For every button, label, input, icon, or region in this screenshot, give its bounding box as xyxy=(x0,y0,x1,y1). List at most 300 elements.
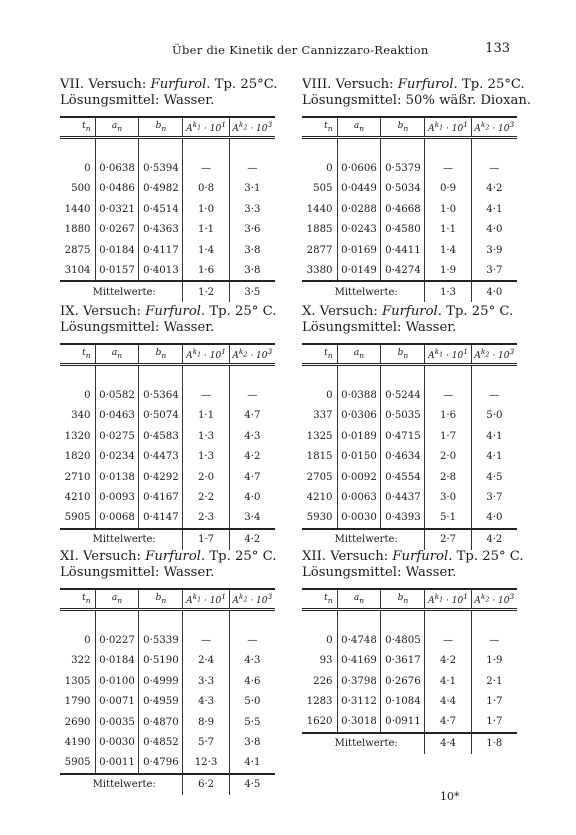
table-cell: 4·2 xyxy=(471,179,517,200)
mittel-k2: 4·0 xyxy=(471,281,517,302)
table-cell: 0·0388 xyxy=(337,385,381,406)
table-cell: — xyxy=(183,630,229,651)
table-cell: 4·3 xyxy=(183,692,229,713)
mittelwerte-label: Mittelwerte: xyxy=(60,529,183,550)
mittelwerte-row xyxy=(302,281,517,302)
temperature: Tp. 25° C. xyxy=(456,549,524,564)
solvent: Lösungsmittel: Wasser. xyxy=(60,320,215,335)
mittel-k1: 1·2 xyxy=(183,281,229,302)
mittel-k1: 6·2 xyxy=(183,774,229,795)
table-cell: 2710 xyxy=(64,471,91,483)
mittel-k2: 4·2 xyxy=(229,529,275,550)
table-row xyxy=(302,385,517,406)
table-cell: 1790 xyxy=(64,696,91,708)
table-cell: 4·2 xyxy=(229,447,275,468)
table-cell: 0·0011 xyxy=(95,753,139,774)
table-row xyxy=(302,261,517,282)
experiment-title xyxy=(302,76,525,93)
table-cell: 226 xyxy=(313,675,333,687)
table-cell: 0·4796 xyxy=(139,753,183,774)
table-cell: 1·1 xyxy=(183,406,229,427)
table-cell: 0·0030 xyxy=(337,508,381,529)
table-cell: 0 xyxy=(84,389,91,401)
table-cell: 0·0184 xyxy=(95,651,139,672)
table-cell: 0·4634 xyxy=(381,447,425,468)
table-row xyxy=(60,220,275,241)
table-cell: 0·0071 xyxy=(95,692,139,713)
table-cell: 3·1 xyxy=(229,179,275,200)
table-cell: 0·5364 xyxy=(139,385,183,406)
table-cell: 0·8 xyxy=(183,179,229,200)
table-cell: 1·0 xyxy=(425,199,471,220)
table-cell: 5905 xyxy=(64,757,91,769)
column-header: $A^{k_2} \cdot 10^3$ xyxy=(471,117,517,138)
table-cell: 0·0157 xyxy=(95,261,139,282)
table-cell: 0·4292 xyxy=(139,467,183,488)
experiment-block xyxy=(302,303,517,550)
data-table xyxy=(302,343,517,550)
solvent: Lösungsmittel: Wasser. xyxy=(60,565,215,580)
table-cell: 8·9 xyxy=(183,712,229,733)
column-header: $b_n$ xyxy=(381,344,425,365)
table-header-row xyxy=(302,344,517,365)
table-cell: 4·1 xyxy=(229,753,275,774)
table-cell: 0·0267 xyxy=(95,220,139,241)
table-cell: 2705 xyxy=(306,471,333,483)
table-cell: 1·3 xyxy=(183,447,229,468)
table-cell: — xyxy=(425,158,471,179)
table-cell: 0·0321 xyxy=(95,199,139,220)
table-cell: 4·1 xyxy=(471,447,517,468)
table-cell: — xyxy=(183,385,229,406)
mittelwerte-row xyxy=(302,529,517,550)
column-header: $b_n$ xyxy=(139,344,183,365)
table-cell: 0·0306 xyxy=(337,406,381,427)
table-cell: 4·7 xyxy=(425,712,471,733)
table-cell: 0·4580 xyxy=(381,220,425,241)
mittel-k2: 1·8 xyxy=(471,733,517,754)
table-row xyxy=(60,158,275,179)
table-cell: 0·4668 xyxy=(381,199,425,220)
table-row xyxy=(60,240,275,261)
table-cell: 1815 xyxy=(306,451,333,463)
table-cell: 1·9 xyxy=(471,651,517,672)
experiment-block xyxy=(60,303,275,550)
substance: Furfurol. xyxy=(150,77,211,92)
table-cell: 0·4411 xyxy=(381,240,425,261)
mittel-k2: 3·5 xyxy=(229,281,275,302)
column-header: $A^{k_2} \cdot 10^3$ xyxy=(229,117,275,138)
table-cell: 4·2 xyxy=(425,651,471,672)
table-cell: 0·0138 xyxy=(95,467,139,488)
table-cell: 5·0 xyxy=(471,406,517,427)
experiment-title xyxy=(302,303,517,320)
experiment-number: X. Versuch: xyxy=(302,304,378,319)
table-cell: 0 xyxy=(326,634,333,646)
experiment-number: VII. Versuch: xyxy=(60,77,147,92)
table-row xyxy=(302,467,517,488)
table-cell: 0·0582 xyxy=(95,385,139,406)
table-cell: 2·8 xyxy=(425,467,471,488)
table-cell: 4·1 xyxy=(471,199,517,220)
table-cell: 0·4514 xyxy=(139,199,183,220)
experiment-block xyxy=(60,548,275,795)
column-header: $a_n$ xyxy=(337,344,381,365)
table-cell: 4·5 xyxy=(471,467,517,488)
mittel-k1: 1·7 xyxy=(183,529,229,550)
table-cell: 4·4 xyxy=(425,692,471,713)
table-cell: 4210 xyxy=(306,492,333,504)
table-cell: 4·1 xyxy=(471,426,517,447)
data-table xyxy=(60,116,275,302)
table-cell: — xyxy=(229,385,275,406)
mittelwerte-label: Mittelwerte: xyxy=(302,281,425,302)
table-cell: 0·4167 xyxy=(139,488,183,509)
table-cell: — xyxy=(229,158,275,179)
table-cell: 1·4 xyxy=(183,240,229,261)
data-table xyxy=(302,116,517,302)
table-cell: 0·3798 xyxy=(337,671,381,692)
table-cell: 1·4 xyxy=(425,240,471,261)
table-cell: 2·1 xyxy=(471,671,517,692)
table-cell: 0·1084 xyxy=(381,692,425,713)
table-cell: 0·0169 xyxy=(337,240,381,261)
table-cell: 0·0030 xyxy=(95,733,139,754)
table-cell: 4·0 xyxy=(471,508,517,529)
table-cell: 2875 xyxy=(64,244,91,256)
table-cell: 0·4437 xyxy=(381,488,425,509)
data-table xyxy=(302,588,517,754)
table-cell: 5·5 xyxy=(229,712,275,733)
table-cell: 2·0 xyxy=(183,467,229,488)
column-header: $a_n$ xyxy=(95,344,139,365)
solvent: Lösungsmittel: 50% wäßr. Dioxan. xyxy=(302,93,532,108)
experiment-number: VIII. Versuch: xyxy=(302,77,394,92)
table-cell: 5905 xyxy=(64,512,91,524)
column-header: $b_n$ xyxy=(139,117,183,138)
table-cell: 0·5394 xyxy=(139,158,183,179)
running-title: Über die Kinetik der Cannizzaro-Reaktion xyxy=(172,43,429,57)
table-cell: 0·5339 xyxy=(139,630,183,651)
substance: Furfurol. xyxy=(392,549,453,564)
mittel-k1: 1·3 xyxy=(425,281,471,302)
table-cell: 4·6 xyxy=(229,671,275,692)
table-cell: 0·0150 xyxy=(337,447,381,468)
table-cell: 505 xyxy=(313,183,333,195)
table-cell: 0·4393 xyxy=(381,508,425,529)
substance: Furfurol. xyxy=(145,304,206,319)
table-cell: 3·3 xyxy=(229,199,275,220)
table-cell: 4190 xyxy=(64,737,91,749)
experiment-title xyxy=(60,548,275,565)
table-cell: 1·7 xyxy=(471,712,517,733)
table-cell: — xyxy=(471,158,517,179)
table-cell: 3·6 xyxy=(229,220,275,241)
column-header: $A^{k_2} \cdot 10^3$ xyxy=(471,589,517,610)
table-header-row xyxy=(60,589,275,610)
table-cell: 0·4748 xyxy=(337,630,381,651)
table-cell: 1885 xyxy=(306,224,333,236)
table-cell: 2·2 xyxy=(183,488,229,509)
column-header: $A^{k_1} \cdot 10^1$ xyxy=(183,117,229,138)
table-row xyxy=(302,426,517,447)
column-header: $b_n$ xyxy=(381,589,425,610)
table-cell: 0·0093 xyxy=(95,488,139,509)
table-cell: 4·0 xyxy=(229,488,275,509)
mittel-k1: 4·4 xyxy=(425,733,471,754)
table-cell: 1305 xyxy=(64,675,91,687)
mittel-k2: 4·5 xyxy=(229,774,275,795)
table-row xyxy=(60,467,275,488)
mittelwerte-row xyxy=(60,529,275,550)
table-cell: 0·0449 xyxy=(337,179,381,200)
table-cell: 1·1 xyxy=(425,220,471,241)
table-row xyxy=(302,488,517,509)
table-cell: 0·4147 xyxy=(139,508,183,529)
table-cell: 1·7 xyxy=(425,426,471,447)
column-header: $t_n$ xyxy=(302,117,337,138)
column-header: $a_n$ xyxy=(337,589,381,610)
mittelwerte-label: Mittelwerte: xyxy=(302,529,425,550)
table-cell: 4210 xyxy=(64,492,91,504)
solvent: Lösungsmittel: Wasser. xyxy=(302,565,457,580)
column-header: $b_n$ xyxy=(381,117,425,138)
table-cell: 5·0 xyxy=(229,692,275,713)
table-cell: 0·0063 xyxy=(337,488,381,509)
column-header: $A^{k_1} \cdot 10^1$ xyxy=(425,589,471,610)
table-cell: 322 xyxy=(71,655,91,667)
table-cell: 0·0100 xyxy=(95,671,139,692)
experiment-title xyxy=(302,548,524,565)
table-cell: 0·4959 xyxy=(139,692,183,713)
table-row xyxy=(302,651,517,672)
page-number: 133 xyxy=(485,41,510,56)
table-row xyxy=(60,712,275,733)
table-cell: 4·3 xyxy=(229,651,275,672)
table-cell: 0·0227 xyxy=(95,630,139,651)
table-cell: 0·0486 xyxy=(95,179,139,200)
mittelwerte-label: Mittelwerte: xyxy=(302,733,425,754)
temperature: Tp. 25°C. xyxy=(214,77,278,92)
table-row xyxy=(302,179,517,200)
table-cell: 0·5190 xyxy=(139,651,183,672)
table-row xyxy=(302,406,517,427)
table-cell: 1620 xyxy=(306,716,333,728)
solvent: Lösungsmittel: Wasser. xyxy=(302,320,457,335)
table-row xyxy=(60,199,275,220)
table-cell: 1·3 xyxy=(183,426,229,447)
table-cell: 3104 xyxy=(64,264,91,276)
table-cell: 1325 xyxy=(306,430,333,442)
table-row xyxy=(302,199,517,220)
table-cell: 0·5379 xyxy=(381,158,425,179)
mittel-k1: 2·7 xyxy=(425,529,471,550)
table-row xyxy=(60,179,275,200)
table-cell: 1440 xyxy=(306,203,333,215)
table-cell: 0·9 xyxy=(425,179,471,200)
experiment-number: IX. Versuch: xyxy=(60,304,141,319)
table-cell: 0·4363 xyxy=(139,220,183,241)
table-cell: 0·4715 xyxy=(381,426,425,447)
table-cell: 0·4554 xyxy=(381,467,425,488)
table-cell: — xyxy=(183,158,229,179)
table-row xyxy=(60,630,275,651)
column-header: $A^{k_1} \cdot 10^1$ xyxy=(183,344,229,365)
table-cell: 0 xyxy=(84,634,91,646)
table-cell: 0·4805 xyxy=(381,630,425,651)
experiment-block xyxy=(60,76,278,302)
table-cell: 0·0606 xyxy=(337,158,381,179)
table-cell: 0 xyxy=(84,162,91,174)
temperature: Tp. 25° C. xyxy=(446,304,514,319)
table-row xyxy=(60,508,275,529)
table-cell: 0·0243 xyxy=(337,220,381,241)
column-header: $A^{k_1} \cdot 10^1$ xyxy=(425,117,471,138)
table-cell: 4·7 xyxy=(229,467,275,488)
table-row xyxy=(60,692,275,713)
table-cell: 0·2676 xyxy=(381,671,425,692)
table-cell: 93 xyxy=(319,655,333,667)
table-cell: 0·4274 xyxy=(381,261,425,282)
table-cell: 12·3 xyxy=(183,753,229,774)
table-row xyxy=(60,447,275,468)
table-cell: 4·3 xyxy=(229,426,275,447)
data-table xyxy=(60,343,275,550)
column-header: $t_n$ xyxy=(60,117,95,138)
table-row xyxy=(60,488,275,509)
table-cell: 2877 xyxy=(306,244,333,256)
table-cell: 4·7 xyxy=(229,406,275,427)
table-cell: 3·0 xyxy=(425,488,471,509)
table-row xyxy=(60,671,275,692)
table-row xyxy=(60,426,275,447)
table-cell: 5930 xyxy=(306,512,333,524)
table-cell: 0·4013 xyxy=(139,261,183,282)
table-row xyxy=(302,630,517,651)
table-cell: 0·4117 xyxy=(139,240,183,261)
table-cell: 1820 xyxy=(64,451,91,463)
table-cell: 0·5244 xyxy=(381,385,425,406)
table-cell: 1·1 xyxy=(183,220,229,241)
table-cell: 1283 xyxy=(306,696,333,708)
table-header-row xyxy=(60,344,275,365)
table-cell: 0·0234 xyxy=(95,447,139,468)
table-cell: — xyxy=(229,630,275,651)
table-cell: 0·0275 xyxy=(95,426,139,447)
page-header xyxy=(60,40,522,60)
table-cell: 0·4999 xyxy=(139,671,183,692)
column-header: $t_n$ xyxy=(302,589,337,610)
table-cell: 4·0 xyxy=(471,220,517,241)
table-cell: 0·0092 xyxy=(337,467,381,488)
table-cell: 2·0 xyxy=(425,447,471,468)
experiment-block xyxy=(302,76,532,302)
table-header-row xyxy=(60,117,275,138)
experiment-number: XI. Versuch: xyxy=(60,549,141,564)
table-cell: 0·0189 xyxy=(337,426,381,447)
table-cell: 1880 xyxy=(64,224,91,236)
column-header: $a_n$ xyxy=(95,117,139,138)
table-cell: 1·7 xyxy=(471,692,517,713)
table-cell: 3·7 xyxy=(471,261,517,282)
table-row xyxy=(302,447,517,468)
table-cell: 0·5074 xyxy=(139,406,183,427)
table-cell: 0·0035 xyxy=(95,712,139,733)
column-header: $A^{k_1} \cdot 10^1$ xyxy=(183,589,229,610)
table-row xyxy=(60,733,275,754)
table-cell: 0 xyxy=(326,162,333,174)
column-header: $A^{k_2} \cdot 10^3$ xyxy=(229,589,275,610)
table-cell: 1440 xyxy=(64,203,91,215)
table-cell: 0 xyxy=(326,389,333,401)
table-cell: 2690 xyxy=(64,716,91,728)
column-header: $t_n$ xyxy=(60,589,95,610)
table-cell: 5·7 xyxy=(183,733,229,754)
table-row xyxy=(302,240,517,261)
table-cell: 0·4982 xyxy=(139,179,183,200)
table-cell: 0·5034 xyxy=(381,179,425,200)
column-header: $A^{k_1} \cdot 10^1$ xyxy=(425,344,471,365)
column-header: $A^{k_2} \cdot 10^3$ xyxy=(471,344,517,365)
experiment-title xyxy=(60,303,275,320)
table-cell: 3380 xyxy=(306,264,333,276)
data-table xyxy=(60,588,275,795)
substance: Furfurol. xyxy=(145,549,206,564)
table-cell: 5·1 xyxy=(425,508,471,529)
table-cell: 3·8 xyxy=(229,261,275,282)
table-cell: 0·0638 xyxy=(95,158,139,179)
table-cell: 2·3 xyxy=(183,508,229,529)
experiment-number: XII. Versuch: xyxy=(302,549,389,564)
mittelwerte-row xyxy=(60,774,275,795)
table-cell: 0·4852 xyxy=(139,733,183,754)
table-cell: 500 xyxy=(71,183,91,195)
table-cell: 0·4473 xyxy=(139,447,183,468)
table-row xyxy=(60,406,275,427)
substance: Furfurol. xyxy=(381,304,442,319)
table-row xyxy=(302,158,517,179)
table-cell: — xyxy=(425,630,471,651)
column-header: $A^{k_2} \cdot 10^3$ xyxy=(229,344,275,365)
table-cell: 1·9 xyxy=(425,261,471,282)
table-row xyxy=(302,508,517,529)
mittelwerte-row xyxy=(60,281,275,302)
table-cell: 1·6 xyxy=(183,261,229,282)
column-header: $a_n$ xyxy=(95,589,139,610)
signature-mark: 10* xyxy=(440,790,460,803)
table-cell: 3·8 xyxy=(229,240,275,261)
temperature: Tp. 25° C. xyxy=(209,549,277,564)
table-cell: 337 xyxy=(313,410,333,422)
table-cell: 2·4 xyxy=(183,651,229,672)
table-cell: 3·4 xyxy=(229,508,275,529)
table-cell: 0·0911 xyxy=(381,712,425,733)
table-cell: 3·8 xyxy=(229,733,275,754)
table-cell: 340 xyxy=(71,410,91,422)
temperature: Tp. 25° C. xyxy=(209,304,277,319)
table-cell: 0·4870 xyxy=(139,712,183,733)
table-cell: 0·0288 xyxy=(337,199,381,220)
solvent: Lösungsmittel: Wasser. xyxy=(60,93,215,108)
table-cell: 3·7 xyxy=(471,488,517,509)
mittelwerte-row xyxy=(302,733,517,754)
table-cell: 0·0184 xyxy=(95,240,139,261)
table-row xyxy=(60,261,275,282)
experiment-title xyxy=(60,76,278,93)
table-cell: 0·5035 xyxy=(381,406,425,427)
table-row xyxy=(302,692,517,713)
table-cell: 0·0463 xyxy=(95,406,139,427)
